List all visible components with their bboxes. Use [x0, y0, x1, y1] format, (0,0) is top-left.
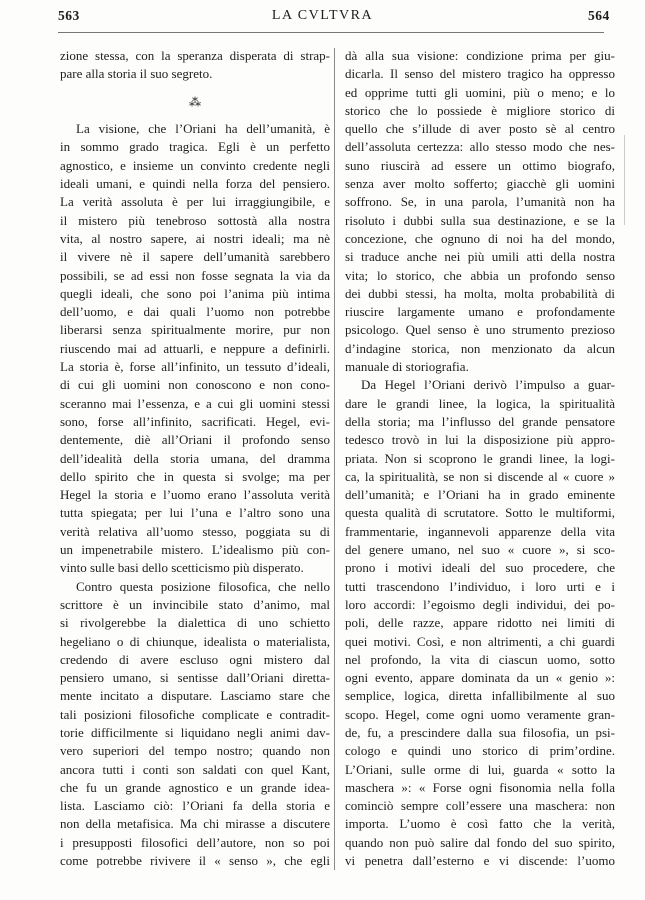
text-line: vero superiori del tempo nostro; quando non: [60, 743, 330, 759]
header-rule: [58, 32, 604, 33]
text-line: di cui gli uomini non conoscono e non cono-: [60, 377, 330, 393]
text-line: sono, forse all’infinito, sacrificati. Hegel, evi-: [60, 413, 330, 429]
text-line: psicologo. Quel senso è uno strumento prezioso: [345, 322, 615, 338]
text-line: La verità assoluta è per lui irraggiungibile, e: [60, 194, 330, 210]
text-line: cologo e quindi uno storico di prim’ordine.: [345, 743, 615, 759]
text-line: dei dubbi stessi, ha molta, molta probabilità di: [345, 285, 615, 301]
text-line: tutti trascendono l’individuo, i loro urti e i: [345, 578, 615, 594]
column-divider: [334, 48, 335, 870]
text-line: pensiero umano, si sentisse dall’Oriani diretta-: [60, 670, 330, 686]
text-line: importa. L’uomo è così fatto che la verità,: [345, 816, 615, 832]
text-line: mente incitato a disputare. Lasciamo stare che: [60, 688, 330, 704]
text-line: ogni evento, appare dominata da un « genio »:: [345, 670, 615, 686]
text-line: dell’uomo, e dai quali l’uomo non potrebbe: [60, 304, 330, 320]
text-line: poli, delle razze, appare ridotto nei limiti di: [345, 615, 615, 631]
text-line: sceranno mai l’essenza, e a cui gli uomini stessi: [60, 395, 330, 411]
text-line: manuale di storiografia.: [345, 359, 469, 375]
text-line: i presupposti filosofici dell’autore, non so poi: [60, 834, 330, 850]
left-column: [60, 47, 330, 870]
text-line: quello che s’illude di aver posto sè al centro: [345, 121, 615, 137]
text-line: ancora tutti i conti son saldati con quel Kant,: [60, 761, 330, 777]
text-line: non della metafisica. Ma chi mirasse a discutere: [60, 816, 330, 832]
text-line: quando non può salire dal fondo del suo spirito,: [345, 834, 615, 850]
text-line: scopo. Hegel, come ogni uomo veramente gran-: [345, 706, 615, 722]
text-line: dell’idealità della storia umana, del dramma: [60, 450, 330, 466]
text-line: della storia; ma l’influsso del grande pensatore: [345, 413, 615, 429]
text-line: lista. Lasciamo ciò: l’Oriani fa della storia e: [60, 798, 330, 814]
text-line: tutta spiegata; per lui l’una e l’altro sono una: [60, 505, 330, 521]
text-line: L’Oriani, sulle orme di lui, guarda « sotto la: [345, 761, 615, 777]
text-line: dell’umanità; e l’Oriani ha in grado eminente: [345, 487, 615, 503]
text-line: risoluto i dubbi sulla sua destinazione, e se la: [345, 212, 615, 228]
text-line: pare alla storia il suo segreto.: [60, 66, 213, 82]
text-line: La visione, che l’Oriani ha dell’umanità, è: [76, 121, 330, 137]
text-line: scrittore è un invincibile stato d’animo, mal: [60, 596, 330, 612]
text-line: quei motivi. Così, e non altrimenti, a chi guardi: [345, 633, 615, 649]
text-line: dell’assoluta certezza: allo stesso modo che nes-: [345, 139, 615, 155]
asterism-glyph: ⁂: [189, 94, 201, 109]
text-line: maschera »: « Forse ogni fisonomia nella folla: [345, 779, 615, 795]
text-line: che fu un grande agnostico e un grande idea-: [60, 779, 330, 795]
text-line: suno riuscirà ad essere un ottimo biografo,: [345, 157, 615, 173]
text-line: dare le grandi linee, la logica, la spiritualità: [345, 395, 615, 411]
text-line: credendo di avere escluso ogni mistero dal: [60, 651, 330, 667]
text-line: dentemente, diè all’Oriani il profondo senso: [60, 432, 330, 448]
text-line: ed opprime tutti gli uomini, più o meno; e lo: [345, 84, 615, 100]
text-line: loro accordi: l’egoismo degli individui, dei po-: [345, 596, 615, 612]
text-line: prono i motivi ideali del suo procedere, che: [345, 560, 615, 576]
text-line: vinto sulle basi dello scetticismo più disperato.: [60, 560, 304, 576]
text-line: agnostico, e insieme un convinto credente negli: [60, 157, 330, 173]
text-line: riuscendo mai ad attuarli, e neppure a definirli.: [60, 340, 330, 356]
text-line: vita, al nostro sapere, ai nostri ideali; ma nè: [60, 230, 330, 246]
text-line: senza aver molto sofferto; giacchè gli uomini: [345, 176, 615, 192]
text-line: nel profondo, la vita di ciascun uomo, sotto: [345, 651, 615, 667]
text-line: torie difficilmente si liquidano negli animi dav-: [60, 724, 330, 740]
text-line: La storia è, forse all’infinito, un tessuto d’ideali,: [60, 359, 330, 375]
text-line: possibili, se ad essi non fosse segnata la via da: [60, 267, 330, 283]
text-line: quegli ideali, che sono poi l’anima più intima: [60, 285, 330, 301]
text-line: de, fu, a prescindere dalla sua filosofia, un psi-: [345, 724, 615, 740]
text-line: verità relativa all’uomo stesso, poggiata su di: [60, 523, 330, 539]
text-line: si traduce anche nei più umili atti della nostra: [345, 249, 615, 265]
text-line: hegeliano o di chiunque, idealista o materialista,: [60, 633, 330, 649]
text-line: un impenetrabile mistero. L’idealismo più con-: [60, 542, 330, 558]
text-line: soffrono. Se, in una parola, l’umanità non ha: [345, 194, 615, 210]
page-edge-mark: [624, 135, 625, 225]
text-line: in sommo grado tragica. Egli è un perfetto: [60, 139, 330, 155]
page-number-right: 564: [588, 8, 610, 23]
text-line: tedesco trovò in lui la disposizione più appro-: [345, 432, 615, 448]
text-line: come potrebbe rivivere il « senso », che egli: [60, 853, 330, 869]
text-line: ideali umani, e quindi nella forza del pensiero.: [60, 176, 330, 192]
text-line: semplice, logica, diretta infallibilmente al suo: [345, 688, 615, 704]
text-line: riuscire largamente umano e profondamente: [345, 304, 615, 320]
text-line: d’indagine storica, non menzionato da alcun: [345, 340, 615, 356]
text-line: cominciò sempre coll’essere una maschera: non: [345, 798, 615, 814]
text-line: si rivolgerebbe la dialettica di uno schietto: [60, 615, 330, 631]
text-line: priata. Non si scoprono le grandi linee, la logi-: [345, 450, 615, 466]
text-line: concezione, che ognuno di noi ha del mondo,: [345, 230, 615, 246]
text-line: vita; lo storico, che abbia un profondo senso: [345, 267, 615, 283]
text-line: storico che lo possiede è migliore storico di: [345, 102, 615, 118]
text-line: il mistero più tenebroso sottostà alla nostra: [60, 212, 330, 228]
text-line: vi penetra dall’esterno e vi discende: l’uomo: [345, 853, 615, 869]
section-asterism: [60, 84, 330, 121]
text-line: del genere umano, nel suo « cuore », si sco-: [345, 542, 615, 558]
text-line: dello spirito che in questa si svolge; ma per: [60, 468, 330, 484]
text-line: il vivere nè il sapere dell’umanità sarebbero: [60, 249, 330, 265]
text-line: zione stessa, con la speranza disperata di strap-: [60, 48, 330, 63]
text-line: liberarsi senza spiritualmente morire, pur non: [60, 322, 330, 338]
text-line: Hegel la storia e l’uomo erano l’assoluta verità: [60, 487, 330, 503]
text-line: Da Hegel l’Oriani derivò l’impulso a guar-: [361, 377, 615, 393]
text-line: dà alla sua visione: condizione prima per giu-: [345, 48, 615, 63]
running-title: LA CVLTVRA: [271, 8, 374, 23]
text-line: frammentarie, ingannevoli apparenze della vita: [345, 523, 615, 539]
text-line: questa qualità di scrutatore. Sotto le multiformi,: [345, 505, 615, 521]
text-line: dicarla. Il senso del mistero tragico ha oppresso: [345, 66, 615, 82]
text-line: tali posizioni filosofiche complicate e contradit-: [60, 706, 330, 722]
page-number-left: 563: [58, 8, 80, 23]
text-line: Contro questa posizione filosofica, che nello: [76, 578, 330, 594]
right-column: [345, 47, 615, 870]
text-line: ca, la spiritualità, se non si discende al « cuore »: [345, 468, 615, 484]
